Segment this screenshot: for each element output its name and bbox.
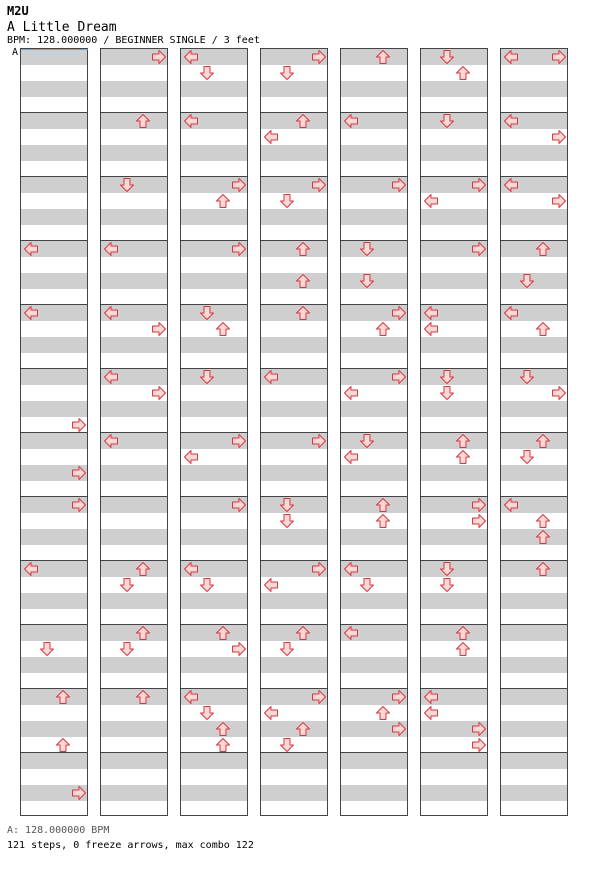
arrow-right-icon [471, 737, 487, 753]
measure-line [101, 752, 167, 753]
arrow-up-icon [295, 241, 311, 257]
beat-stripe [181, 401, 247, 417]
beat-stripe [21, 81, 87, 97]
beat-stripe [341, 401, 407, 417]
arrow-down-icon [519, 369, 535, 385]
arrow-right-icon [231, 433, 247, 449]
measure-line [181, 752, 247, 753]
arrow-up-icon [535, 241, 551, 257]
arrow-down-icon [199, 577, 215, 593]
beat-stripe [181, 529, 247, 545]
arrow-left-icon [423, 321, 439, 337]
beat-stripe [21, 433, 87, 449]
arrow-down-icon [279, 513, 295, 529]
measure-line [21, 112, 87, 113]
arrow-down-icon [39, 641, 55, 657]
arrow-up-icon [375, 513, 391, 529]
arrow-right-icon [391, 689, 407, 705]
arrow-up-icon [455, 625, 471, 641]
chart-column-6 [420, 48, 488, 816]
arrow-up-icon [215, 193, 231, 209]
arrow-down-icon [439, 369, 455, 385]
arrow-left-icon [423, 689, 439, 705]
arrow-left-icon [263, 705, 279, 721]
arrow-left-icon [343, 113, 359, 129]
arrow-up-icon [55, 689, 71, 705]
measure-line [101, 688, 167, 689]
beat-stripe [101, 593, 167, 609]
arrow-up-icon [375, 49, 391, 65]
beat-stripe [261, 145, 327, 161]
measure-line [21, 176, 87, 177]
arrow-up-icon [455, 641, 471, 657]
beat-stripe [341, 657, 407, 673]
beat-stripe [181, 81, 247, 97]
arrow-down-icon [199, 705, 215, 721]
arrow-down-icon [279, 193, 295, 209]
beat-stripe [341, 497, 407, 513]
beat-stripe [341, 209, 407, 225]
measure-line [21, 368, 87, 369]
arrow-right-icon [391, 721, 407, 737]
chart-column-7 [500, 48, 568, 816]
arrow-left-icon [263, 369, 279, 385]
beat-stripe [101, 785, 167, 801]
measure-line [261, 304, 327, 305]
beat-stripe [21, 49, 87, 65]
arrow-right-icon [71, 497, 87, 513]
arrow-right-icon [551, 385, 567, 401]
arrow-right-icon [231, 241, 247, 257]
beat-stripe [181, 785, 247, 801]
measure-line [101, 112, 167, 113]
arrow-left-icon [343, 449, 359, 465]
beat-stripe [341, 529, 407, 545]
arrow-down-icon [359, 241, 375, 257]
arrow-down-icon [359, 433, 375, 449]
arrow-left-icon [343, 561, 359, 577]
beat-stripe [341, 465, 407, 481]
beat-stripe [421, 145, 487, 161]
beat-stripe [341, 145, 407, 161]
beat-stripe [341, 49, 407, 65]
beat-stripe [181, 753, 247, 769]
arrow-up-icon [295, 273, 311, 289]
arrow-up-icon [135, 561, 151, 577]
arrow-right-icon [231, 641, 247, 657]
arrow-right-icon [311, 433, 327, 449]
beat-stripe [101, 497, 167, 513]
arrow-left-icon [503, 113, 519, 129]
beat-stripe [501, 529, 567, 545]
beat-stripe [341, 337, 407, 353]
beat-stripe [421, 433, 487, 449]
arrow-up-icon [55, 737, 71, 753]
beat-stripe [101, 657, 167, 673]
measure-line [501, 624, 567, 625]
beat-stripe [501, 465, 567, 481]
beat-stripe [501, 241, 567, 257]
arrow-down-icon [439, 385, 455, 401]
measure-line [101, 560, 167, 561]
measure-line [261, 240, 327, 241]
arrow-left-icon [503, 497, 519, 513]
beat-stripe [261, 209, 327, 225]
beat-stripe [261, 529, 327, 545]
beat-stripe [101, 529, 167, 545]
beat-stripe [101, 689, 167, 705]
beat-stripe [261, 465, 327, 481]
measure-line [421, 432, 487, 433]
measure-line [21, 624, 87, 625]
arrow-down-icon [519, 273, 535, 289]
arrow-up-icon [215, 737, 231, 753]
measure-line [501, 688, 567, 689]
beat-stripe [421, 81, 487, 97]
beat-stripe [181, 209, 247, 225]
beat-stripe [181, 337, 247, 353]
arrow-left-icon [103, 433, 119, 449]
beat-stripe [421, 337, 487, 353]
arrow-up-icon [295, 721, 311, 737]
arrow-down-icon [279, 497, 295, 513]
arrow-right-icon [551, 49, 567, 65]
arrow-down-icon [439, 113, 455, 129]
measure-line [421, 624, 487, 625]
arrow-right-icon [471, 497, 487, 513]
chart-info: BPM: 128.000000 / BEGINNER SINGLE / 3 feet [7, 35, 260, 46]
beat-stripe [261, 401, 327, 417]
beat-stripe [181, 625, 247, 641]
arrow-up-icon [295, 305, 311, 321]
beat-stripe [421, 753, 487, 769]
arrow-left-icon [103, 369, 119, 385]
beat-stripe [101, 401, 167, 417]
beat-stripe [21, 145, 87, 161]
arrow-right-icon [391, 369, 407, 385]
arrow-right-icon [151, 49, 167, 65]
beat-stripe [261, 593, 327, 609]
arrow-up-icon [375, 705, 391, 721]
arrow-left-icon [183, 561, 199, 577]
arrow-down-icon [439, 577, 455, 593]
chart-column-4 [260, 48, 328, 816]
chart-column-2 [100, 48, 168, 816]
arrow-left-icon [183, 113, 199, 129]
measure-line [341, 496, 407, 497]
arrow-down-icon [199, 305, 215, 321]
arrow-down-icon [279, 737, 295, 753]
arrow-left-icon [23, 561, 39, 577]
arrow-left-icon [503, 177, 519, 193]
chart-stats: 121 steps, 0 freeze arrows, max combo 122 [7, 840, 254, 851]
arrow-down-icon [199, 65, 215, 81]
arrow-up-icon [215, 625, 231, 641]
measure-line [501, 240, 567, 241]
arrow-left-icon [183, 449, 199, 465]
beat-stripe [501, 561, 567, 577]
beat-stripe [341, 81, 407, 97]
beat-stripe [21, 401, 87, 417]
arrow-up-icon [135, 113, 151, 129]
beat-stripe [101, 465, 167, 481]
arrow-left-icon [343, 385, 359, 401]
arrow-up-icon [295, 625, 311, 641]
beat-stripe [341, 593, 407, 609]
arrow-right-icon [71, 465, 87, 481]
arrow-left-icon [263, 577, 279, 593]
arrow-down-icon [439, 561, 455, 577]
beat-stripe [501, 753, 567, 769]
chart-column-5 [340, 48, 408, 816]
arrow-right-icon [311, 561, 327, 577]
beat-stripe [261, 785, 327, 801]
arrow-down-icon [359, 273, 375, 289]
beat-stripe [261, 273, 327, 289]
arrow-down-icon [119, 577, 135, 593]
beat-stripe [21, 657, 87, 673]
beat-stripe [501, 689, 567, 705]
beat-stripe [101, 337, 167, 353]
arrow-up-icon [455, 65, 471, 81]
arrow-up-icon [535, 561, 551, 577]
beat-stripe [261, 81, 327, 97]
arrow-down-icon [119, 641, 135, 657]
arrow-left-icon [423, 305, 439, 321]
arrow-left-icon [23, 305, 39, 321]
beat-stripe [21, 369, 87, 385]
measure-line [501, 752, 567, 753]
beat-stripe [21, 753, 87, 769]
arrow-right-icon [391, 177, 407, 193]
arrow-down-icon [119, 177, 135, 193]
beat-stripe [501, 337, 567, 353]
arrow-down-icon [279, 641, 295, 657]
arrow-right-icon [471, 721, 487, 737]
beat-stripe [341, 753, 407, 769]
measure-line [101, 624, 167, 625]
arrow-down-icon [279, 65, 295, 81]
measure-line [261, 112, 327, 113]
arrow-up-icon [535, 513, 551, 529]
beat-stripe [21, 209, 87, 225]
beat-stripe [21, 273, 87, 289]
beat-stripe [101, 209, 167, 225]
arrow-right-icon [551, 129, 567, 145]
beat-stripe [501, 625, 567, 641]
beat-stripe [261, 657, 327, 673]
measure-line [341, 752, 407, 753]
beat-stripe [21, 593, 87, 609]
beat-stripe [501, 145, 567, 161]
measure-line [501, 432, 567, 433]
arrow-left-icon [103, 241, 119, 257]
beat-stripe [501, 209, 567, 225]
arrow-right-icon [471, 177, 487, 193]
beat-stripe [181, 593, 247, 609]
beat-stripe [261, 721, 327, 737]
bpm-legend: A: 128.000000 BPM [7, 825, 110, 836]
beat-stripe [181, 465, 247, 481]
beat-stripe [501, 657, 567, 673]
measure-line [261, 624, 327, 625]
bpm-marker-label: A [12, 47, 19, 58]
beat-stripe [341, 785, 407, 801]
beat-stripe [421, 273, 487, 289]
arrow-right-icon [391, 305, 407, 321]
beat-stripe [181, 145, 247, 161]
beat-stripe [21, 625, 87, 641]
beat-stripe [101, 753, 167, 769]
arrow-down-icon [359, 577, 375, 593]
measure-line [501, 560, 567, 561]
beat-stripe [101, 145, 167, 161]
arrow-right-icon [471, 513, 487, 529]
arrow-left-icon [423, 705, 439, 721]
song-title: A Little Dream [7, 20, 117, 35]
bpm-change-line [21, 49, 88, 50]
beat-stripe [421, 785, 487, 801]
arrow-up-icon [455, 449, 471, 465]
beat-stripe [421, 401, 487, 417]
beat-stripe [421, 209, 487, 225]
arrow-down-icon [519, 449, 535, 465]
beat-stripe [261, 625, 327, 641]
arrow-left-icon [263, 129, 279, 145]
beat-stripe [261, 337, 327, 353]
arrow-up-icon [375, 321, 391, 337]
beat-stripe [261, 241, 327, 257]
arrow-up-icon [135, 689, 151, 705]
beat-stripe [261, 113, 327, 129]
beat-stripe [21, 689, 87, 705]
arrow-left-icon [343, 625, 359, 641]
beat-stripe [501, 721, 567, 737]
beat-stripe [501, 593, 567, 609]
arrow-up-icon [455, 433, 471, 449]
beat-stripe [501, 401, 567, 417]
arrow-left-icon [183, 689, 199, 705]
beat-stripe [101, 113, 167, 129]
arrow-left-icon [103, 305, 119, 321]
beat-stripe [181, 273, 247, 289]
beat-stripe [101, 81, 167, 97]
arrow-left-icon [23, 241, 39, 257]
arrow-left-icon [503, 49, 519, 65]
arrow-down-icon [199, 369, 215, 385]
beat-stripe [181, 721, 247, 737]
beat-stripe [501, 785, 567, 801]
arrow-left-icon [423, 193, 439, 209]
arrow-right-icon [151, 321, 167, 337]
chart-column-1 [20, 48, 88, 816]
beat-stripe [21, 177, 87, 193]
beat-stripe [181, 657, 247, 673]
arrow-right-icon [71, 417, 87, 433]
arrow-up-icon [215, 321, 231, 337]
beat-stripe [501, 81, 567, 97]
chart-column-3 [180, 48, 248, 816]
arrow-right-icon [311, 689, 327, 705]
arrow-up-icon [295, 113, 311, 129]
beat-stripe [501, 433, 567, 449]
beat-stripe [421, 593, 487, 609]
measure-line [21, 752, 87, 753]
arrow-up-icon [375, 497, 391, 513]
arrow-right-icon [311, 177, 327, 193]
arrow-up-icon [135, 625, 151, 641]
arrow-left-icon [183, 49, 199, 65]
arrow-right-icon [151, 385, 167, 401]
beat-stripe [21, 113, 87, 129]
beat-stripe [261, 753, 327, 769]
arrow-down-icon [439, 49, 455, 65]
beat-stripe [21, 529, 87, 545]
arrow-up-icon [215, 721, 231, 737]
arrow-up-icon [535, 321, 551, 337]
arrow-right-icon [231, 497, 247, 513]
beat-stripe [21, 337, 87, 353]
arrow-right-icon [471, 241, 487, 257]
beat-stripe [101, 561, 167, 577]
beat-stripe [101, 273, 167, 289]
arrow-right-icon [551, 193, 567, 209]
arrow-left-icon [503, 305, 519, 321]
arrow-right-icon [311, 49, 327, 65]
beat-stripe [421, 625, 487, 641]
measure-line [21, 688, 87, 689]
arrow-right-icon [71, 785, 87, 801]
beat-stripe [101, 721, 167, 737]
beat-stripe [21, 721, 87, 737]
arrow-up-icon [535, 433, 551, 449]
arrow-right-icon [231, 177, 247, 193]
measure-line [181, 624, 247, 625]
beat-stripe [421, 465, 487, 481]
arrow-up-icon [535, 529, 551, 545]
beat-stripe [261, 305, 327, 321]
beat-stripe [101, 625, 167, 641]
beat-stripe [421, 657, 487, 673]
artist-name: M2U [7, 4, 29, 18]
beat-stripe [421, 529, 487, 545]
measure-line [101, 496, 167, 497]
